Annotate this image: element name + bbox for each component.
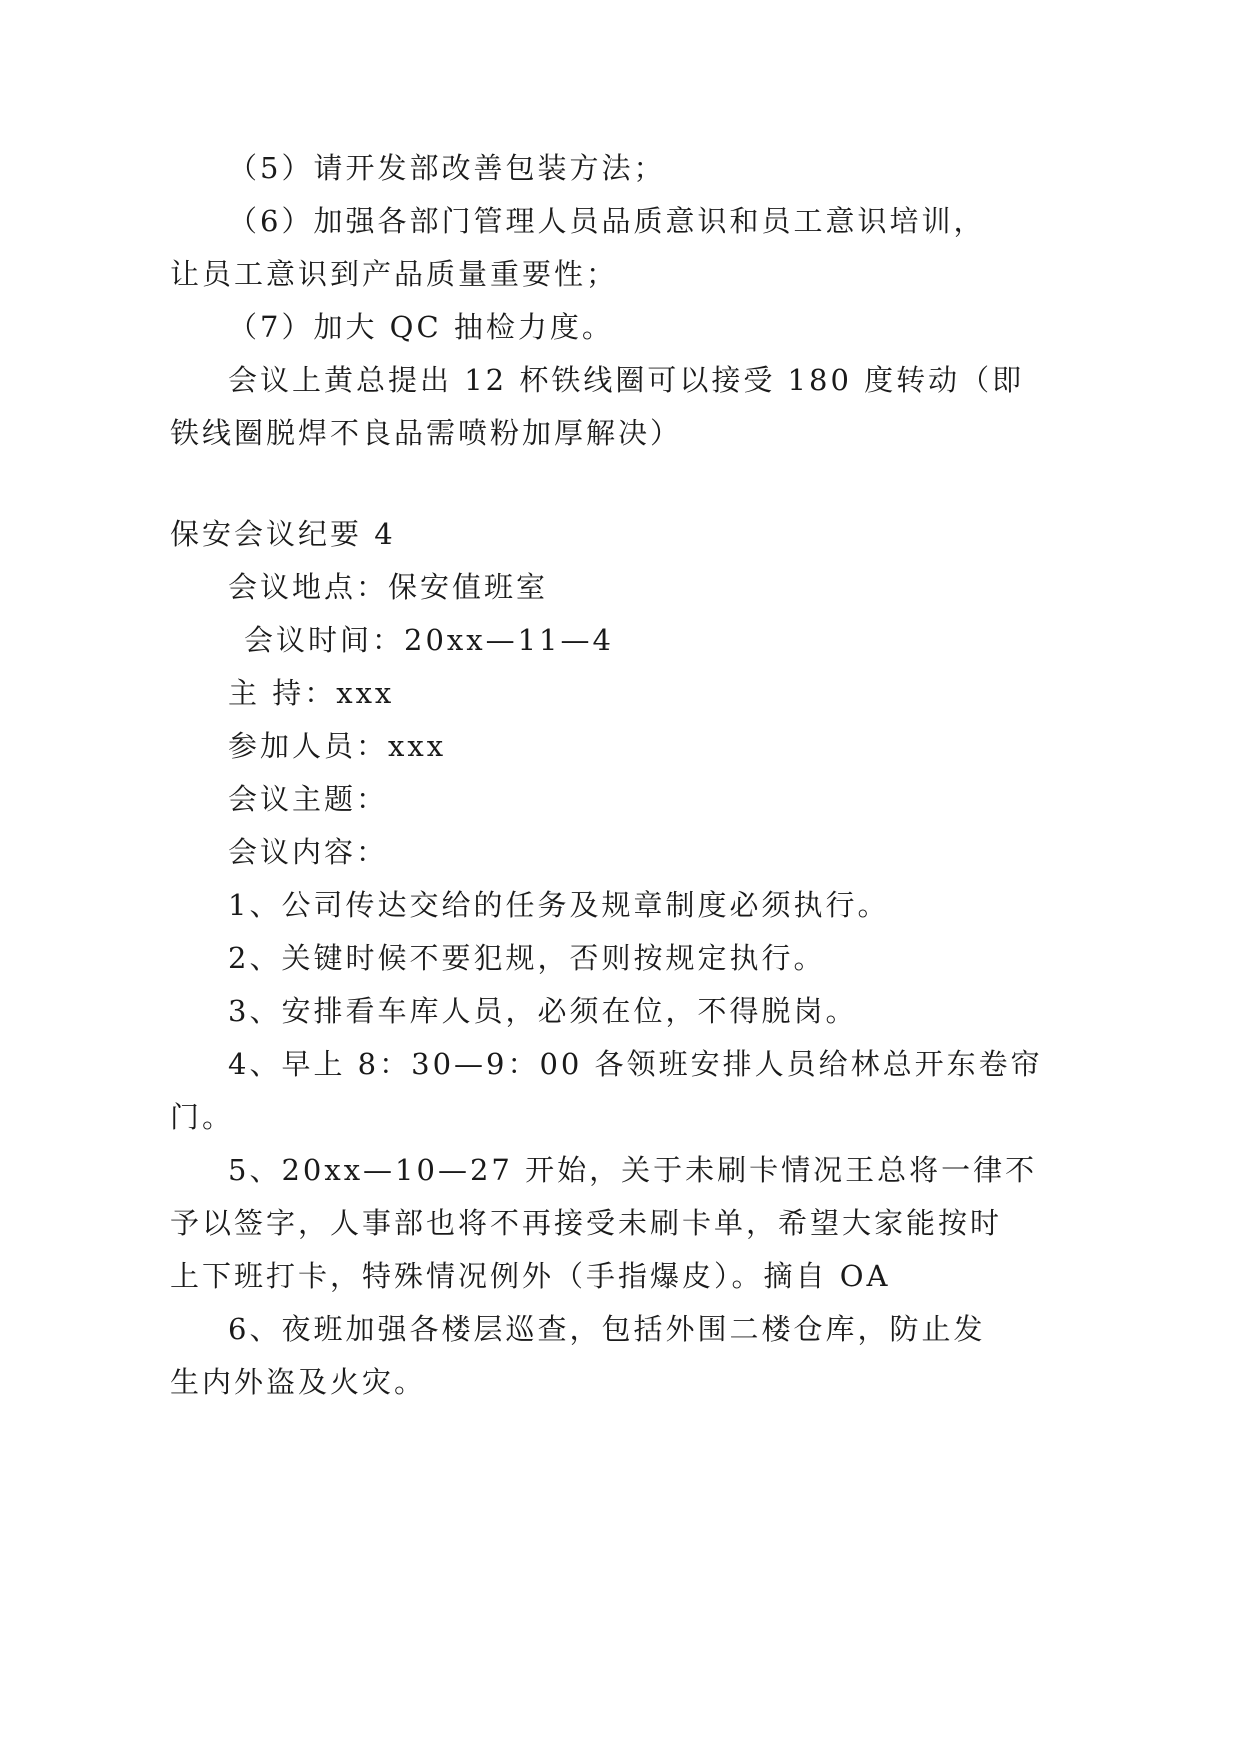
point-4-line-2: 门。 (170, 1100, 235, 1134)
point-6-line-1: 6、夜班加强各楼层巡查，包括外围二楼仓库，防止发 (228, 1312, 986, 1346)
item-6-line-1: （6）加强各部门管理人员品质意识和员工意识培训， (228, 204, 986, 238)
point-4-line-1: 4、早上 8：30—9：00 各领班安排人员给林总开东卷帘 (228, 1047, 1043, 1081)
meeting-location: 会议地点：保安值班室 (228, 570, 549, 604)
meeting-attendees: 参加人员：xxx (228, 729, 447, 763)
section-title: 保安会议纪要 4 (170, 517, 396, 551)
point-5-line-1: 5、20xx—10—27 开始，关于未刷卡情况王总将一律不 (228, 1153, 1038, 1187)
item-5: （5）请开发部改善包装方法； (228, 151, 666, 185)
note-line-1: 会议上黄总提出 12 杯铁线圈可以接受 180 度转动（即 (228, 363, 1025, 397)
point-5-line-3: 上下班打卡，特殊情况例外（手指爆皮）。摘自 OA (170, 1259, 891, 1293)
point-6-line-2: 生内外盗及火灾。 (170, 1365, 427, 1399)
point-3: 3、安排看车库人员，必须在位，不得脱岗。 (228, 994, 858, 1028)
note-line-2: 铁线圈脱焊不良品需喷粉加厚解决） (170, 416, 683, 450)
point-2: 2、关键时候不要犯规，否则按规定执行。 (228, 941, 826, 975)
meeting-time: 会议时间：20xx—11—4 (244, 623, 614, 657)
point-5-line-2: 予以签字，人事部也将不再接受未刷卡单，希望大家能按时 (170, 1206, 1003, 1240)
meeting-host: 主 持：xxx (228, 676, 395, 710)
point-1: 1、公司传达交给的任务及规章制度必须执行。 (228, 888, 890, 922)
item-7: （7）加大 QC 抽检力度。 (228, 310, 614, 344)
meeting-topic: 会议主题： (228, 782, 389, 816)
item-6-line-2: 让员工意识到产品质量重要性； (170, 257, 619, 291)
meeting-content-label: 会议内容： (228, 835, 389, 869)
